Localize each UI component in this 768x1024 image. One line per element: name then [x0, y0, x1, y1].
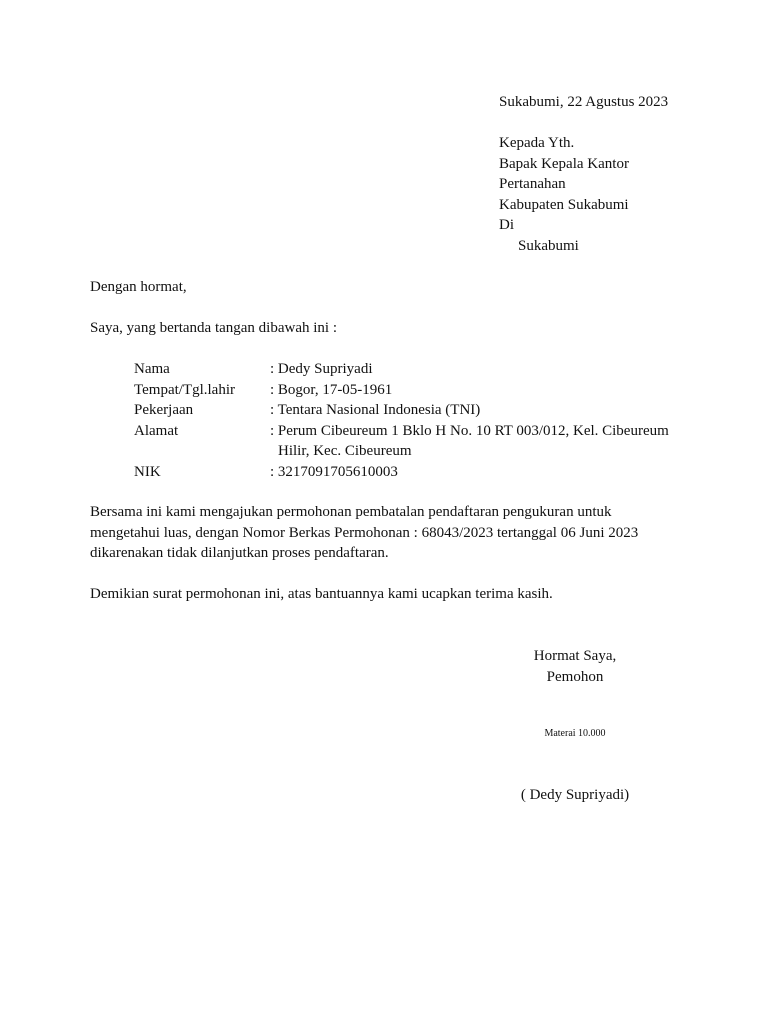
identity-table — [134, 359, 680, 482]
identity-value-address — [270, 421, 680, 462]
signoff — [490, 646, 660, 687]
identity-row-address — [134, 421, 680, 462]
greeting-text: Dengan hormat, — [90, 279, 187, 295]
identity-label: Alamat — [134, 422, 179, 439]
body-line: mengetahui luas, dengan Nomor Berkas Permohonan : 68043/2023 tertanggal 06 Juni 2023 — [90, 524, 639, 541]
recipient-line: Kepada Yth. — [499, 135, 575, 151]
identity-row-birth — [134, 380, 680, 401]
identity-value-continued: Hilir, Kec. Cibeureum — [278, 443, 412, 459]
greeting — [90, 277, 187, 298]
identity-row-job — [134, 400, 680, 421]
identity-value: : Tentara Nasional Indonesia (TNI) — [270, 402, 481, 418]
identity-row-name — [134, 359, 680, 380]
signer-name — [490, 785, 660, 806]
body-line: Bersama ini kami mengajukan permohonan pembatalan pendaftaran pengukuran untuk — [90, 504, 612, 520]
stamp-text: Materai 10.000 — [544, 728, 606, 739]
body-paragraph — [90, 502, 690, 564]
body-line: dikarenakan tidak dilanjutkan proses pendaftaran. — [90, 545, 389, 561]
identity-label: NIK — [134, 463, 161, 480]
identity-value: : Perum Cibeureum 1 Bklo H No. 10 RT 003/012, Kel. Cibeureum — [270, 422, 669, 439]
identity-label: Tempat/Tgl.lahir — [134, 381, 236, 398]
identity-label: Nama — [134, 361, 170, 377]
place-date-text: Sukabumi, 22 Agustus 2023 — [499, 94, 669, 110]
identity-label: Pekerjaan — [134, 402, 194, 418]
stamp-duty-label — [490, 727, 660, 741]
identity-row-nik — [134, 462, 680, 483]
signer-text: ( Dedy Supriyadi) — [520, 787, 630, 803]
recipient-line: Kabupaten Sukabumi — [499, 196, 629, 213]
intro — [90, 318, 337, 339]
intro-text: Saya, yang bertanda tangan dibawah ini : — [90, 320, 338, 336]
identity-value: : Bogor, 17-05-1961 — [270, 381, 393, 398]
place-date — [499, 92, 668, 113]
recipient-address — [499, 133, 629, 256]
signoff-line: Pemohon — [546, 668, 604, 685]
closing-paragraph — [90, 584, 553, 605]
closing-text: Demikian surat permohonan ini, atas bantuannya kami ucapkan terima kasih. — [90, 586, 553, 602]
identity-value: : 3217091705610003 — [270, 463, 398, 480]
identity-value: : Dedy Supriyadi — [270, 361, 373, 377]
recipient-line: Sukabumi — [518, 237, 579, 254]
recipient-line: Di — [499, 217, 514, 233]
recipient-line: Pertanahan — [499, 176, 566, 192]
signoff-line: Hormat Saya, — [533, 648, 617, 664]
recipient-line: Bapak Kepala Kantor — [499, 155, 629, 172]
